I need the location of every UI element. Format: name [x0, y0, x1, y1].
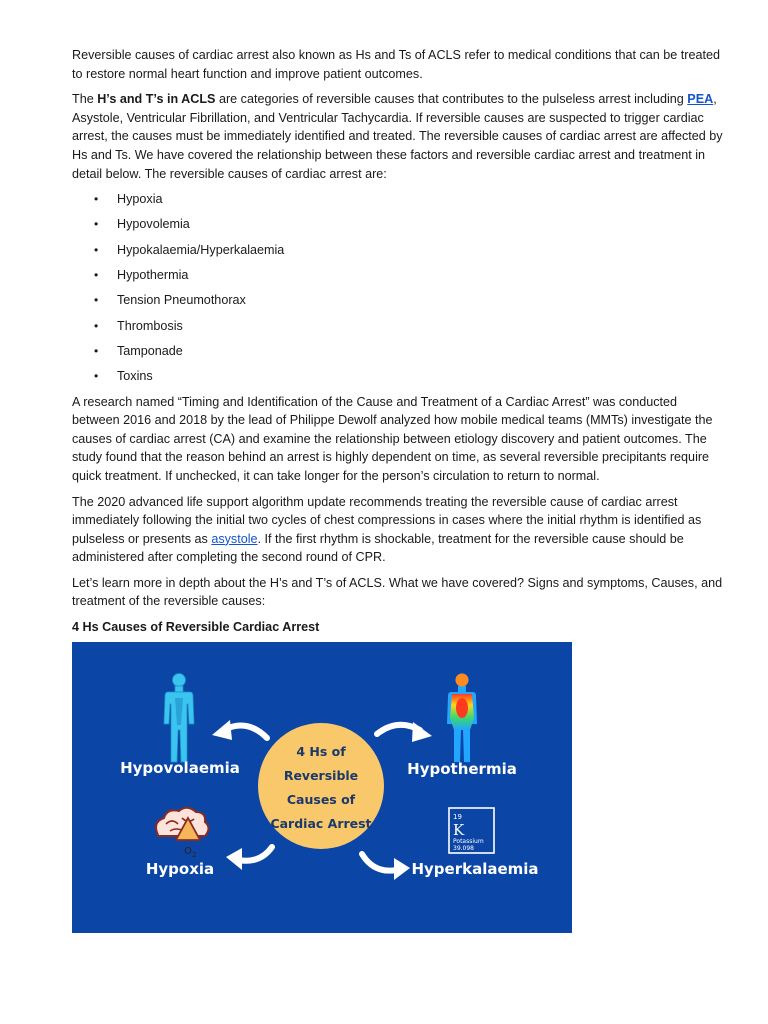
list-item [72, 291, 727, 316]
bullet: • [94, 318, 99, 333]
learn-more-paragraph: Let’s learn more in depth about the H’s and T’s of ACLS. What we have covered? Signs and symptoms, Causes, and treatment of the reversible causes: [72, 575, 723, 609]
p2-bold-term: H’s and T’s in ACLS [97, 92, 216, 107]
o2-subscript: 2 [192, 851, 197, 859]
list-item [72, 190, 727, 215]
bullet: • [94, 192, 99, 207]
center-line-4: Cardiac Arrest [270, 816, 372, 831]
center-line-3: Causes of [286, 792, 356, 807]
human-figure-icon [164, 674, 194, 763]
article-body [72, 46, 727, 644]
hyperkalaemia-label: Hyperkalaemia [411, 860, 539, 878]
section-heading: 4 Hs Causes of Reversible Cardiac Arrest [72, 620, 320, 635]
thermal-figure-icon [447, 674, 477, 763]
arrow-head [212, 720, 232, 740]
list-item-label: Tension Pneumothorax [117, 293, 246, 308]
bullet: • [94, 242, 99, 257]
bullet: • [94, 268, 99, 283]
algorithm-paragraph [72, 493, 727, 567]
brain-warning-icon [156, 808, 209, 859]
p2-rest: , Asystole, Ventricular Fibrillation, and Ventricular Tachycardia. If reversible causes are suspected to trigger cardiac arrest, the causes must be immediately identified and treated. The reversible causes of cardiac arrest are affected by Hs and Ts. We have covered the relationship between these factors and reversible cardiac arrest and treatment in detail below. The reversible causes of cardiac arrest are: [72, 92, 723, 181]
list-item-label: Hypokalaemia/Hyperkalaemia [117, 242, 285, 257]
arrow-head [412, 722, 432, 742]
potassium-symbol: K [453, 821, 465, 839]
list-item [72, 241, 727, 266]
intro-paragraph: Reversible causes of cardiac arrest also known as Hs and Ts of ACLS refer to medical conditions that can be treated to restore normal heart function and improve patient outcomes. [72, 48, 720, 81]
list-item [72, 367, 727, 392]
list-item [72, 266, 727, 291]
p2-mid: are categories of reversible causes that contributes to the pulseless arrest including [215, 92, 688, 107]
o2-symbol: O [184, 846, 192, 857]
four-hs-infographic [72, 642, 572, 933]
curved-arrow-icon [362, 854, 397, 871]
list-item-label: Hypothermia [117, 268, 189, 283]
potassium-element-icon [449, 808, 494, 853]
hypoxia-label: Hypoxia [145, 860, 215, 878]
list-item [72, 342, 727, 367]
hypovolaemia-label: Hypovolaemia [120, 759, 240, 777]
arrow-head [394, 858, 410, 880]
potassium-mass: 39.098 [453, 845, 474, 852]
pea-link[interactable]: PEA [687, 92, 714, 107]
center-line-1: 4 Hs of [296, 744, 346, 759]
bullet: • [94, 343, 99, 358]
reversible-causes-list [72, 190, 727, 392]
p4-rest: . If the first rhythm is shockable, treatment for the reversible cause should be administered after completing the second round of CPR. [72, 531, 684, 565]
list-item-label: Toxins [117, 369, 153, 384]
asystole-link[interactable]: asystole [211, 531, 258, 546]
list-item-label: Thrombosis [117, 318, 183, 333]
list-item-label: Hypovolemia [117, 217, 190, 232]
curved-arrow-icon [238, 847, 272, 861]
p4-lead: The 2020 advanced life support algorithm update recommends treating the reversible cause of cardiac arrest immediately following the initial two cycles of chest compressions in cases where the initial rhythm is identified as pulseless or presents as [72, 494, 702, 546]
list-item [72, 215, 727, 240]
center-line-2: Reversible [283, 768, 359, 783]
bullet: • [94, 217, 99, 232]
p2-lead: The [72, 92, 98, 107]
research-paragraph: A research named “Timing and Identification of the Cause and Treatment of a Cardiac Arrest” was conducted between 2016 and 2018 by the lead of Philippe Dewolf analyzed how mobile medical teams (MMTs) investigate the causes of cardiac arrest (CA) and examine the relationship between etiology discovery and patient outcomes. The study found that the reason behind an arrest is highly dependent on time, as several reversible precipitants require quick treatment. If unchecked, it can take longer for the person’s circulation to return to normal. [72, 394, 713, 483]
list-item [72, 317, 727, 342]
list-item-label: Tamponade [117, 343, 183, 358]
bullet: • [94, 293, 99, 308]
list-item-label: Hypoxia [117, 192, 163, 207]
arrow-head [226, 848, 242, 870]
potassium-number: 19 [453, 813, 462, 821]
potassium-name: Potassium [453, 838, 484, 845]
bullet: • [94, 369, 99, 384]
hypothermia-label: Hypothermia [407, 760, 517, 778]
infographic-canvas [72, 642, 572, 933]
hs-ts-paragraph [72, 90, 727, 183]
